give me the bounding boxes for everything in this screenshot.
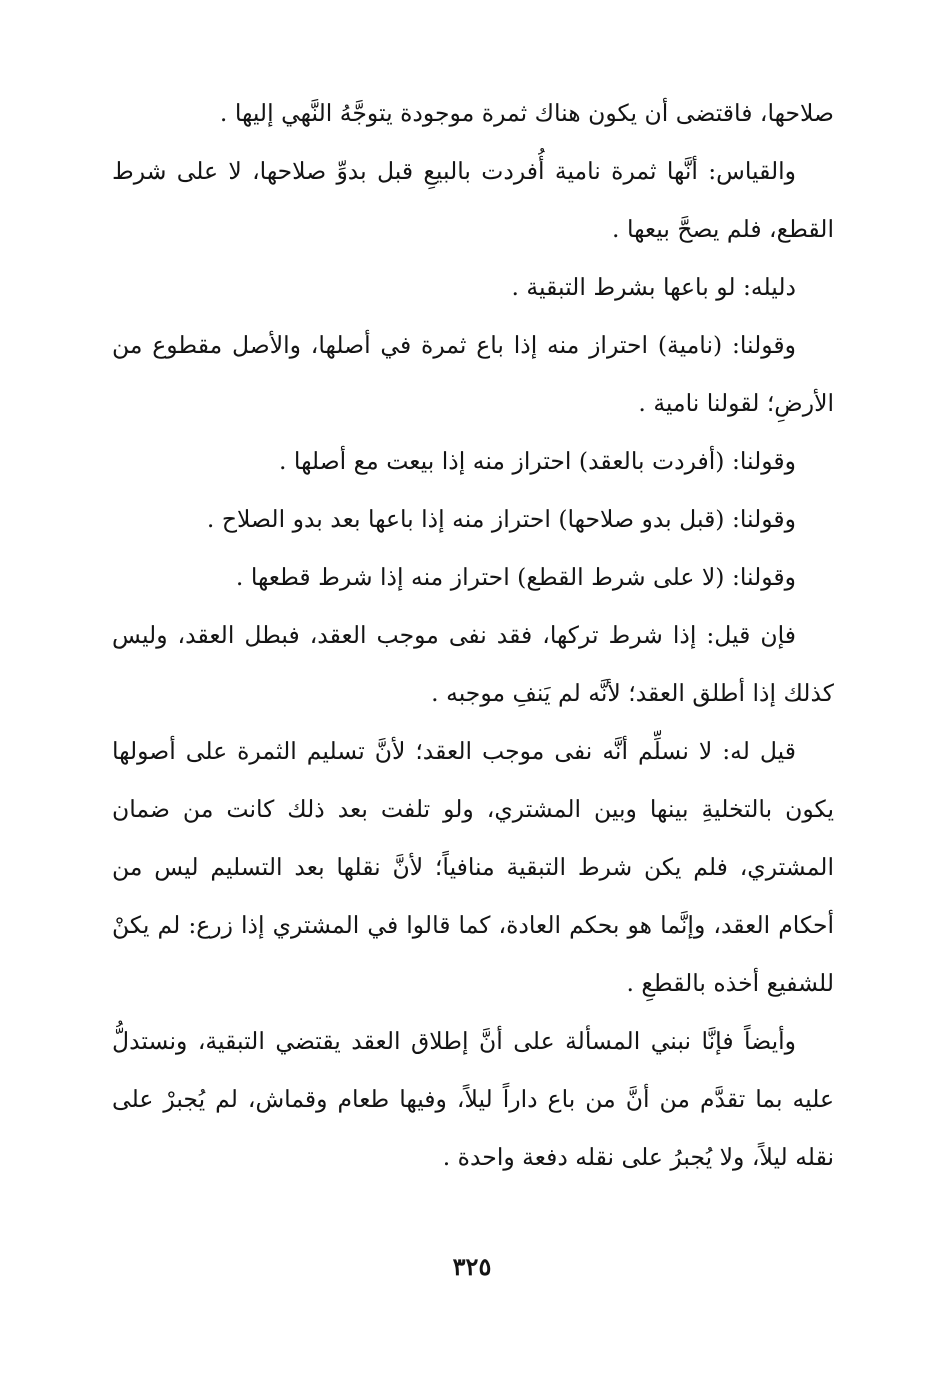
book-page-text	[112, 84, 834, 1284]
page-number: ٣٢٥	[452, 1252, 492, 1281]
paragraph-7: وقولنا: (لا على شرط القطع) احتراز منه إذا شرط قطعها .	[235, 563, 796, 591]
paragraph-6: وقولنا: (قبل بدو صلاحها) احتراز منه إذا باعها بعد بدو الصلاح .	[206, 505, 796, 533]
paragraph-8: فإن قيل: إذا شرط تركها، فقد نفى موجب العقد، فبطل العقد، وليس كذلك إذا أطلق العقد؛ لأنَّه لم يَنفِ موجبه .	[112, 621, 834, 707]
paragraph-9: قيل له: لا نسلِّم أنَّه نفى موجب العقد؛ لأنَّ تسليم الثمرة على أصولها يكون بالتخليةِ بينها وبين المشتري، ولو تلفت بعد ذلك كانت من ضمان المشتري، فلم يكن شرط التبقية منافياً؛ لأنَّ نقلها بعد التسليم ليس من أحكام العقد، وإنَّما هو بحكم العادة، كما قالوا في المشتري إذا زرع: لم يكنْ للشفيع أخذه بالقطعِ .	[112, 737, 834, 997]
paragraph-4: وقولنا: (نامية) احتراز منه إذا باع ثمرة في أصلها، والأصل مقطوع من الأرضِ؛ لقولنا نامية .	[112, 331, 834, 417]
paragraph-1: صلاحها، فاقتضى أن يكون هناك ثمرة موجودة يتوجَّهُ النَّهي إليها .	[219, 99, 834, 127]
paragraph-5: وقولنا: (أفردت بالعقد) احتراز منه إذا بيعت مع أصلها .	[278, 447, 796, 475]
paragraph-2: والقياس: أنَّها ثمرة نامية أُفردت بالبيعِ قبل بدوِّ صلاحها، لا على شرط القطع، فلم يصحَّ بيعها .	[112, 157, 834, 243]
paragraph-3: دليله: لو باعها بشرط التبقية .	[511, 273, 796, 301]
paragraph-10: وأيضاً فإنَّا نبني المسألة على أنَّ إطلاق العقد يقتضي التبقية، ونستدلُّ عليه بما تقدَّم من أنَّ من باع داراً ليلاً، وفيها طعام وقماش، لم يُجبرْ على نقله ليلاً، ولا يُجبرُ على نقله دفعة واحدة .	[112, 1027, 834, 1171]
